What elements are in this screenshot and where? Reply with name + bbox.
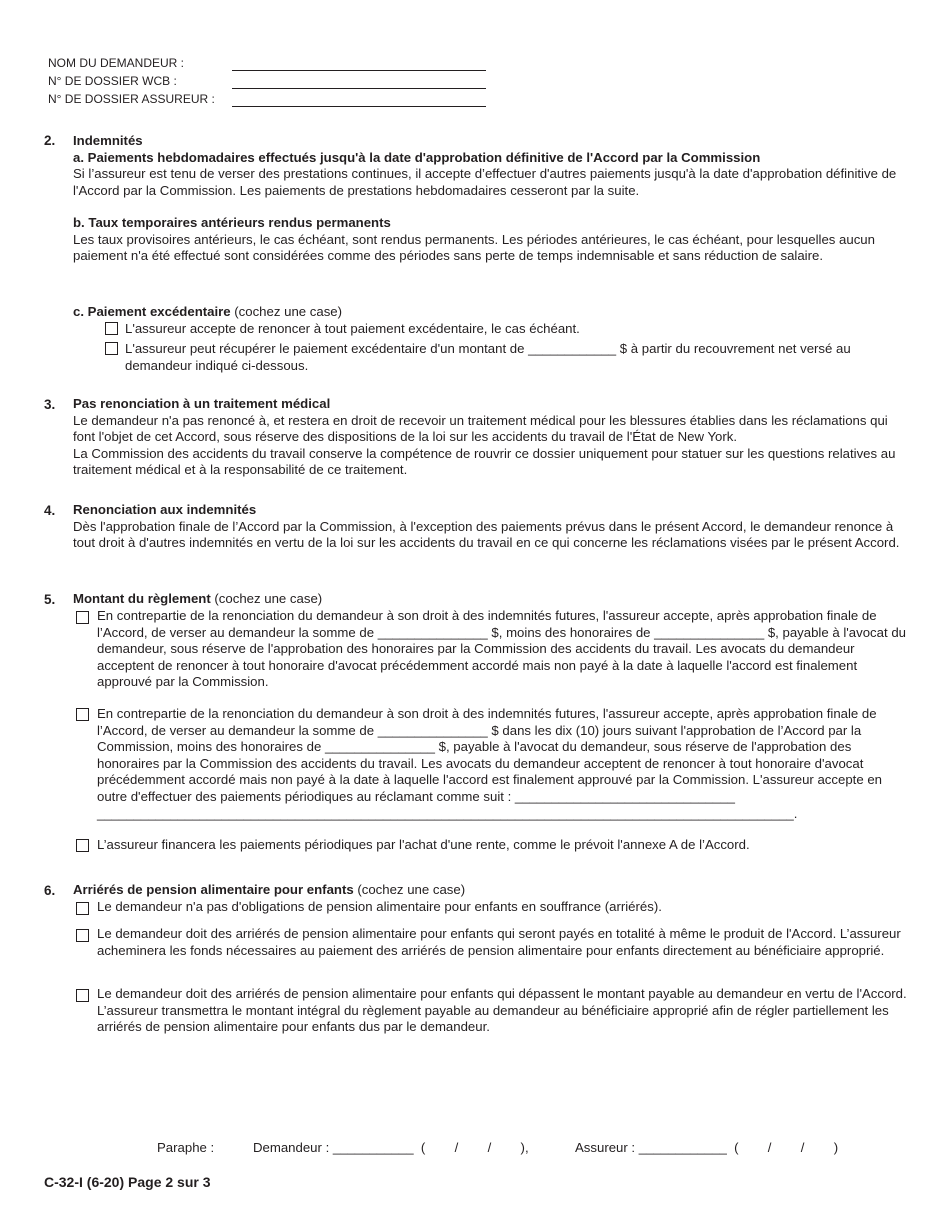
section-2c-hint: (cochez une case) <box>230 304 343 319</box>
initials-carrier[interactable]: Assureur : ____________ ( / / ) <box>575 1140 839 1155</box>
settlement-option-1-checkbox[interactable] <box>76 611 89 624</box>
section-5-heading <box>73 591 913 608</box>
section-3-title: Pas renonciation à un traitement médical <box>73 396 331 411</box>
section-2a-body: Si l’assureur est tenu de verser des prestations continues, il accepte d’effectuer d'autres paiements jusqu'à la date d'approbation définitive de l'Accord par la Commission. Les paiements de prestations hebdomadaires cesseront par la suite. <box>73 166 897 198</box>
section-6-title: Arriérés de pension alimentaire pour enfants <box>73 882 354 897</box>
carrier-case-field[interactable] <box>232 106 486 107</box>
initials-label: Paraphe : <box>157 1140 215 1155</box>
section-3-body2: La Commission des accidents du travail conserve la compétence de rouvrir ce dossier uniquement pour statuer sur les questions relatives au traitement médical et à la responsabilité de ce traitement. <box>73 445 896 478</box>
section-4 <box>73 502 913 552</box>
section-6-number: 6. <box>44 883 56 898</box>
settlement-option-3-checkbox[interactable] <box>76 839 89 852</box>
section-3-number: 3. <box>44 397 56 412</box>
child-support-option-2-checkbox[interactable] <box>76 929 89 942</box>
claimant-name-field[interactable] <box>232 70 486 71</box>
wcb-case-field[interactable] <box>232 88 486 89</box>
carrier-case-label: N° DE DOSSIER ASSUREUR : <box>48 92 215 106</box>
section-2c-heading <box>73 304 913 321</box>
section-2-number: 2. <box>44 133 56 148</box>
section-2b-title: b. Taux temporaires antérieurs rendus permanents <box>73 215 391 230</box>
overpayment-recover-text: L'assureur peut récupérer le paiement excédentaire d'un montant de ____________ $ à partir du recouvrement net versé au demandeur indiqué ci-dessous. <box>125 341 851 373</box>
claimant-name-label: NOM DU DEMANDEUR : <box>48 56 185 70</box>
settlement-option-2-checkbox[interactable] <box>76 708 89 721</box>
section-3 <box>73 396 913 479</box>
section-4-number: 4. <box>44 503 56 518</box>
overpayment-waive-text: L'assureur accepte de renoncer à tout paiement excédentaire, le cas échéant. <box>125 321 580 336</box>
child-support-option-3-text: Le demandeur doit des arriérés de pension alimentaire pour enfants qui dépassent le montant payable au demandeur en vertu de l'Accord. L’assureur transmettra le montant intégral du règlement payable au demandeur au bénéficiaire approprié afin de régler partiellement les arriérés de pension alimentaire pour enfants dus par le demandeur. <box>97 986 907 1035</box>
section-5-hint: (cochez une case) <box>210 591 323 606</box>
child-support-option-3-checkbox[interactable] <box>76 989 89 1002</box>
initials-claimant[interactable]: Demandeur : ___________ ( / / ), <box>253 1140 529 1155</box>
section-2a-title: a. Paiements hebdomadaires effectués jusqu'à la date d'approbation définitive de l'Accord par la Commission <box>73 149 761 165</box>
overpayment-recover-checkbox[interactable] <box>105 342 118 355</box>
section-2b-body: Les taux provisoires antérieurs, le cas échéant, sont rendus permanents. Les périodes antérieures, le cas échéant, pour lesquelles aucun paiement n'a été effectué sont considérées comme des périodes sans perte de temps indemnisable et sans réduction de salaire. <box>73 231 875 264</box>
section-6-hint: (cochez une case) <box>353 882 466 897</box>
section-2 <box>73 133 913 199</box>
overpayment-waive-checkbox[interactable] <box>105 322 118 335</box>
section-4-body: Dès l'approbation finale de l’Accord par la Commission, à l'exception des paiements prévus dans le présent Accord, le demandeur renonce à tout droit à d'autres indemnités en vertu de la loi sur les accidents du travail en ce qui concerne les réclamations visées par le présent Accord. <box>73 518 900 551</box>
section-5-title: Montant du règlement <box>73 591 211 606</box>
settlement-option-1-text: En contrepartie de la renonciation du demandeur à son droit à des indemnités futures, l'assureur accepte, après approbation finale de l’Accord, de verser au demandeur la somme de _______________ $, moins des honoraires de _______________ $, payable à l'avocat du demandeur, sous réserve de l'approbation des honoraires par la Commission des accidents du travail. Les avocats du demandeur acceptent de renoncer à tout honoraire d'avocat précédemment accordé mais non payé à la date à laquelle l'accord est finalement approuvé par la Commission. <box>97 608 906 690</box>
child-support-option-1-text: Le demandeur n'a pas d'obligations de pension alimentaire pour enfants en souffrance (arriérés). <box>97 899 662 914</box>
wcb-case-label: N° DE DOSSIER WCB : <box>48 74 177 88</box>
child-support-option-2-text: Le demandeur doit des arriérés de pension alimentaire pour enfants qui seront payés en totalité à même le produit de l'Accord. L’assureur acheminera les fonds nécessaires au paiement des arriérés de pension alimentaire pour enfants directement au bénéficiaire approprié. <box>97 926 901 958</box>
settlement-option-3-text: L’assureur financera les paiements périodiques par l'achat d'une rente, comme le prévoit l'annexe A de l’Accord. <box>97 837 750 852</box>
form-footer: C-32-I (6-20) Page 2 sur 3 <box>44 1174 211 1190</box>
section-3-body1: Le demandeur n'a pas renoncé à, et restera en droit de recevoir un traitement médical pour les blessures établies dans les réclamations qui font l'objet de cet Accord, sous réserve des dispositions de la loi sur les accidents du travail de l'État de New York. <box>73 412 888 445</box>
settlement-option-2-text: En contrepartie de la renonciation du demandeur à son droit à des indemnités futures, l'assureur accepte, après approbation finale de l’Accord, de verser au demandeur la somme de _______________ $ dans les dix (10) jours suivant l'approbation de l’Accord par la Commission, moins des honoraires de _______________ $, payable à l'avocat du demandeur, sous réserve de l'approbation des honoraires par la Commission des accidents du travail. Les avocats du demandeur acceptent de renoncer à tout honoraire d'avocat précédemment accordé mais non payé à la date à laquelle l'accord est finalement approuvé par la Commission. L'assureur accepte en outre d'effectuer des paiements périodiques au réclamant comme suit : ______________________________ _______________________________________________________________________________________________. <box>97 706 882 821</box>
section-2b <box>73 215 913 265</box>
section-2-title: Indemnités <box>73 133 143 148</box>
child-support-option-1-checkbox[interactable] <box>76 902 89 915</box>
section-2c-title: c. Paiement excédentaire <box>73 304 231 319</box>
section-6-heading <box>73 882 913 899</box>
section-5-number: 5. <box>44 592 56 607</box>
section-4-title: Renonciation aux indemnités <box>73 502 257 517</box>
